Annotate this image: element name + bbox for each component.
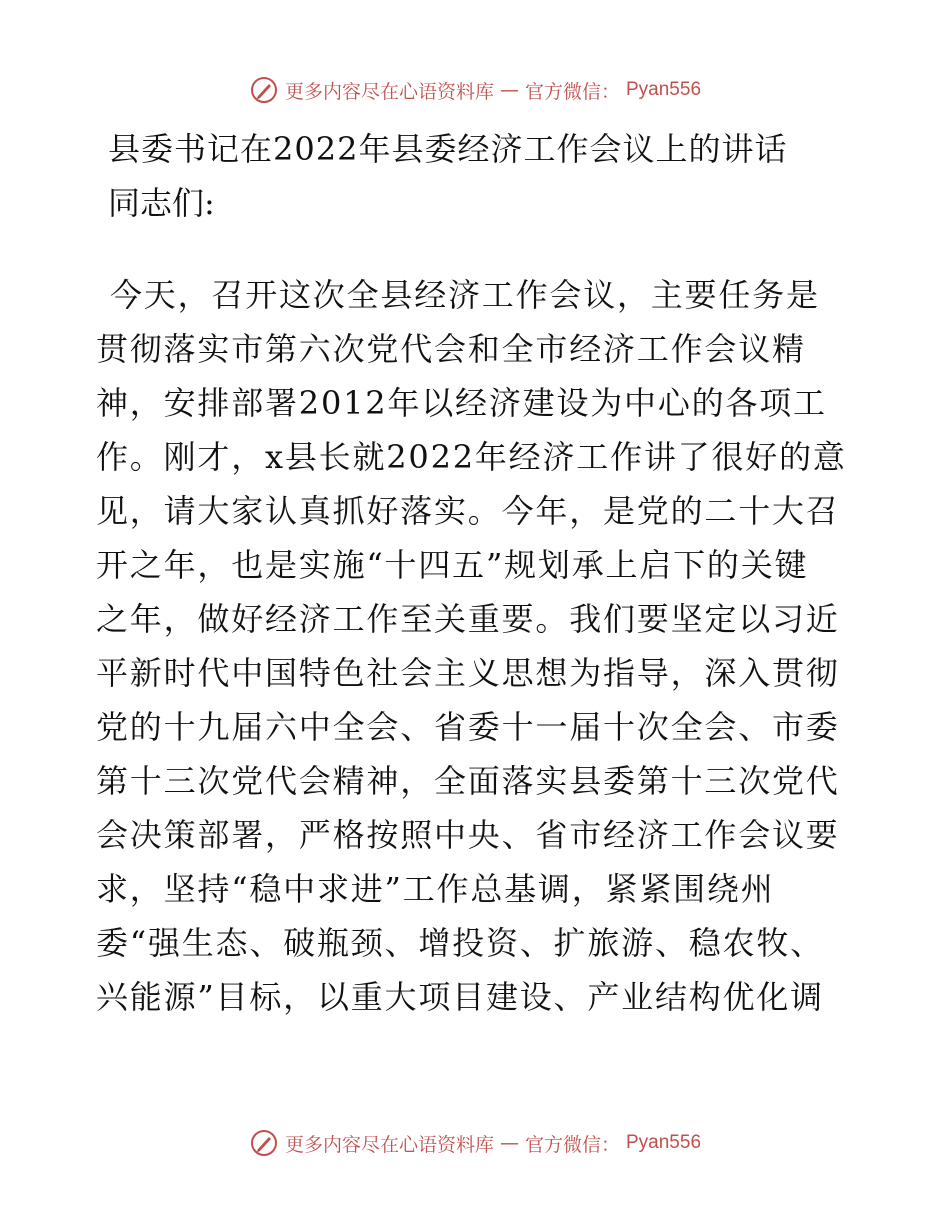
header-watermark — [0, 75, 950, 105]
body-line: 贯彻落实市第六次党代会和全市经济工作会议精 — [96, 330, 806, 368]
body-line: 委“强生态、破瓶颈、增投资、扩旅游、稳农牧、 — [96, 924, 824, 962]
body-text — [96, 268, 856, 1024]
watermark-label: 官方微信： — [524, 80, 620, 103]
watermark-id: Pyan556 — [626, 1132, 702, 1153]
body-line: 党的十九届六中全会、省委十一届十次全会、市委 — [96, 708, 840, 746]
body-line: 作。刚才，x县长就2022年经济工作讲了很好的意 — [96, 438, 847, 476]
pen-logo-icon — [249, 1128, 279, 1158]
body-line: 会决策部署，严格按照中央、省市经济工作会议要 — [96, 816, 840, 854]
body-line: 开之年，也是实施“十四五”规划承上启下的关键 — [96, 546, 809, 584]
body-line: 神，安排部署2012年以经济建设为中心的各项工 — [96, 384, 827, 422]
footer-watermark — [0, 1128, 950, 1158]
watermark-label: 官方微信： — [524, 1133, 620, 1156]
document-title: 县委书记在2022年县委经济工作会议上的讲话 — [108, 130, 788, 168]
watermark-id: Pyan556 — [626, 79, 702, 100]
body-line: 平新时代中国特色社会主义思想为指导，深入贯彻 — [96, 654, 840, 692]
greeting: 同志们: — [108, 184, 215, 222]
watermark-text: 更多内容尽在心语资料库 — [284, 1133, 494, 1156]
body-line: 求，坚持“稳中求进”工作总基调，紧紧围绕州 — [96, 870, 775, 908]
watermark-text: 更多内容尽在心语资料库 — [284, 80, 494, 103]
body-line: 兴能源”目标，以重大项目建设、产业结构优化调 — [96, 978, 824, 1016]
body-line: 之年，做好经济工作至关重要。我们要坚定以习近 — [96, 600, 840, 638]
pen-logo-icon — [249, 75, 279, 105]
watermark-separator: — — [499, 79, 519, 101]
body-line: 今天，召开这次全县经济工作会议，主要任务是 — [110, 276, 820, 314]
watermark-separator: — — [499, 1132, 519, 1154]
body-line: 第十三次党代会精神，全面落实县委第十三次党代 — [96, 762, 840, 800]
body-line: 见，请大家认真抓好落实。今年，是党的二十大召 — [96, 492, 840, 530]
